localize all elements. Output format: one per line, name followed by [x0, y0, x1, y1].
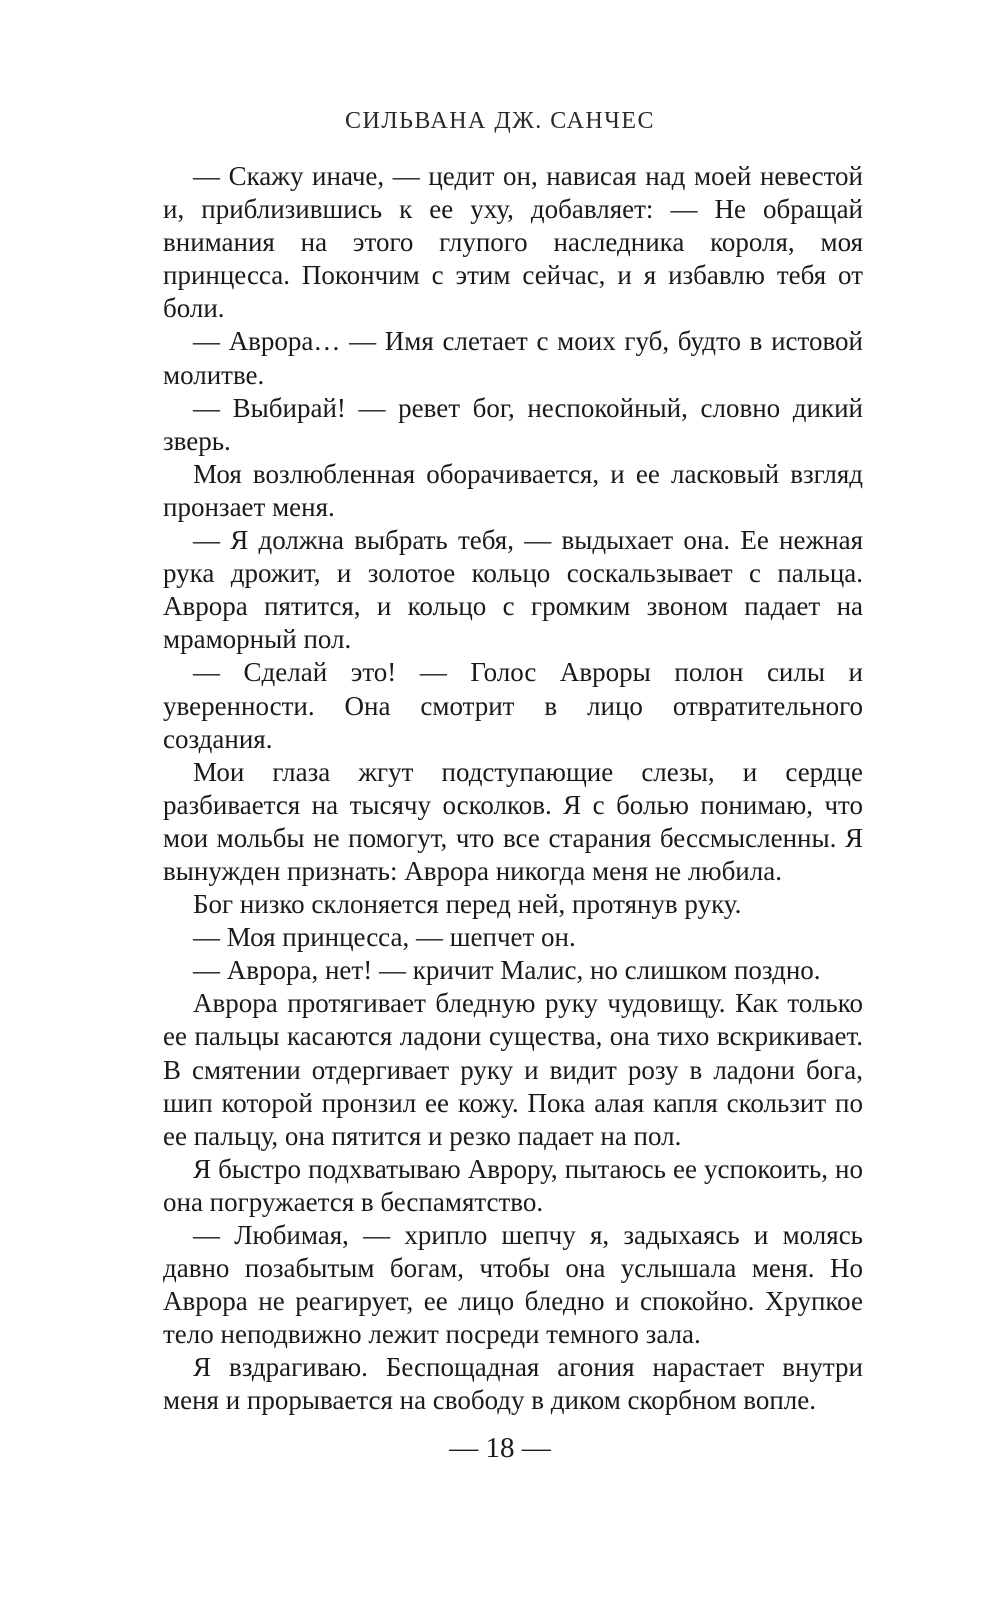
paragraph: Моя возлюбленная оборачивается, и ее ласковый взгляд пронзает меня.	[163, 458, 863, 522]
paragraph: Бог низко склоняется перед ней, протянув руку.	[193, 889, 742, 920]
body-text	[163, 160, 863, 1418]
running-head: СИЛЬВАНА ДЖ. САНЧЕС	[344, 108, 655, 134]
paragraph: — Аврора, нет! — кричит Малис, но слишком поздно.	[193, 955, 821, 986]
paragraph: — Скажу иначе, — цедит он, нависая над моей невестой и, приблизившись к ее уху, добавляет: — Не обращай внимания на этого глупого наследника короля, моя принцесса. Покончим с этим сейчас, и я избавлю тебя от боли.	[163, 161, 863, 324]
page-number: — 18 —	[449, 1432, 551, 1464]
paragraph: — Любимая, — хрипло шепчу я, задыхаясь и молясь давно позабытым богам, чтобы она услышала меня. Но Аврора не реагирует, ее лицо бледно и спокойно. Хрупкое тело неподвижно лежит посреди темного зала.	[163, 1220, 863, 1350]
paragraph: — Моя принцесса, — шепчет он.	[193, 922, 576, 953]
paragraph: — Аврора… — Имя слетает с моих губ, будто в истовой молитве.	[163, 326, 863, 390]
paragraph: — Выбирай! — ревет бог, неспокойный, словно дикий зверь.	[163, 392, 863, 456]
paragraph: Мои глаза жгут подступающие слезы, и сердце разбивается на тысячу осколков. Я с болью понимаю, что мои мольбы не помогут, что все старания бессмысленны. Я вынужден признать: Аврора никогда меня не любила.	[163, 756, 863, 886]
paragraph: Я быстро подхватываю Аврору, пытаюсь ее успокоить, но она погружается в беспамятство.	[163, 1153, 863, 1217]
paragraph: — Я должна выбрать тебя, — выдыхает она. Ее нежная рука дрожит, и золотое кольцо соскальзывает с пальца. Аврора пятится, и кольцо с громким звоном падает на мраморный пол.	[163, 525, 863, 655]
paragraph: Аврора протягивает бледную руку чудовищу. Как только ее пальцы касаются ладони существа, она тихо вскрикивает. В смятении отдергивает руку и видит розу в ладони бога, шип которой пронзил ее кожу. Пока алая капля скользит по ее пальцу, она пятится и резко падает на пол.	[163, 988, 863, 1151]
paragraph: Я вздрагиваю. Беспощадная агония нарастает внутри меня и прорывается на свободу в диком скорбном вопле.	[163, 1352, 863, 1416]
paragraph: — Сделай это! — Голос Авроры полон силы и уверенности. Она смотрит в лицо отвратительного создания.	[163, 657, 863, 754]
